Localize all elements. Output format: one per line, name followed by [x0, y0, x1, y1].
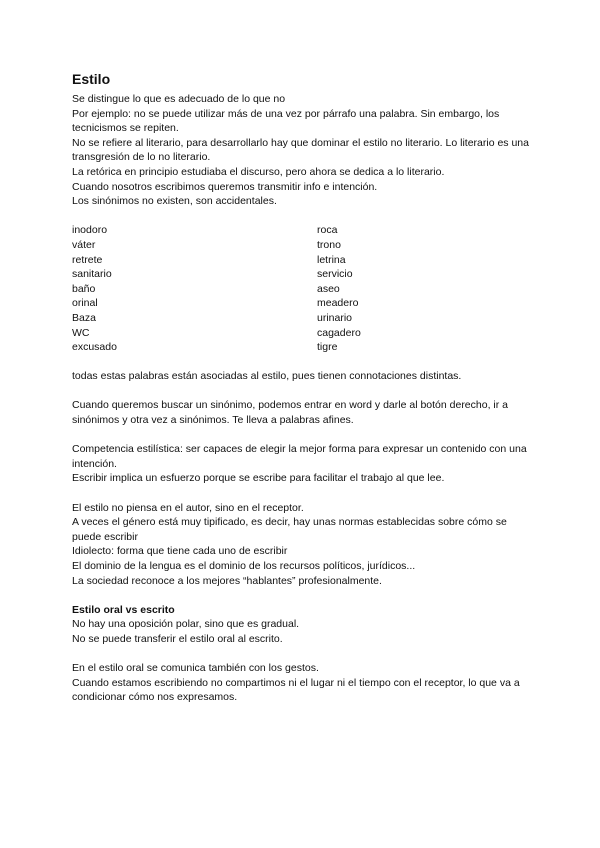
block3-line: Idiolecto: forma que tiene cada uno de escribir [72, 545, 288, 558]
paragraph-esfuerzo: Escribir implica un esfuerzo porque se escribe para facilitar el trabajo al que lee. [72, 472, 445, 485]
synonym-item: sanitario [72, 268, 112, 281]
intro-line: No se refiere al literario, para desarrollarlo hay que dominar el estilo no literario. Lo literario es una transgresión de lo no literario. [72, 136, 529, 164]
section-subtitle: Estilo oral vs escrito [72, 603, 175, 616]
paragraph-competencia: Competencia estilística: ser capaces de elegir la mejor forma para expresar un contenido con una intención. [72, 443, 527, 470]
block3-line: A veces el género está muy tipificado, es decir, hay unas normas establecidas sobre cómo se puede escribir [72, 516, 507, 543]
synonym-item: roca [317, 224, 338, 237]
synonym-item: váter [72, 238, 96, 251]
synonym-item: inodoro [72, 224, 108, 237]
block3-line: El dominio de la lengua es el dominio de los recursos políticos, jurídicos... [72, 560, 416, 572]
intro-line: La retórica en principio estudiaba el discurso, pero ahora se dedica a lo literario. [72, 165, 445, 178]
paragraph-connotations: todas estas palabras están asociadas al estilo, pues tienen connotaciones distintas. [72, 370, 462, 383]
synonym-item: servicio [317, 268, 353, 281]
synonym-item: baño [72, 282, 96, 295]
synonym-item: excusado [72, 341, 117, 354]
synonym-list [72, 223, 532, 354]
synonym-item: trono [317, 238, 341, 251]
intro-line: Se distingue lo que es adecuado de lo que no [72, 93, 286, 105]
intro-line: Los sinónimos no existen, son accidentales. [72, 195, 277, 208]
synonym-item: cagadero [317, 326, 361, 339]
synonym-item: WC [72, 326, 90, 339]
block3-line: El estilo no piensa en el autor, sino en el receptor. [72, 501, 304, 514]
intro-line: Por ejemplo: no se puede utilizar más de una vez por párrafo una palabra. Sin embargo, los tecnicismos se repiten. [72, 107, 500, 135]
synonym-item: tigre [317, 341, 338, 354]
intro-line: Cuando nosotros escribimos queremos transmitir info e intención. [72, 180, 378, 193]
block4-line: No se puede transferir el estilo oral al escrito. [72, 632, 283, 645]
synonym-item: letrina [317, 253, 346, 266]
synonym-item: urinario [317, 311, 353, 324]
page-title: Estilo [72, 71, 111, 87]
synonym-item: aseo [317, 282, 340, 295]
synonym-item: retrete [72, 253, 103, 266]
block3-line: La sociedad reconoce a los mejores “hablantes” profesionalmente. [72, 574, 382, 587]
synonym-item: meadero [317, 297, 359, 310]
block5-line: Cuando estamos escribiendo no compartimos ni el lugar ni el tiempo con el receptor, lo que va a condicionar cómo nos expresamos. [72, 676, 520, 704]
paragraph-search: Cuando queremos buscar un sinónimo, podemos entrar en word y darle al botón derecho, ir a sinónimos y otra vez a sinónimos. Te lleva a palabras afines. [72, 399, 509, 427]
document-page [72, 70, 532, 705]
synonym-item: Baza [72, 311, 96, 324]
synonym-item: orinal [72, 297, 98, 310]
block4-line: No hay una oposición polar, sino que es gradual. [72, 618, 300, 631]
block5-line: En el estilo oral se comunica también con los gestos. [72, 662, 319, 675]
